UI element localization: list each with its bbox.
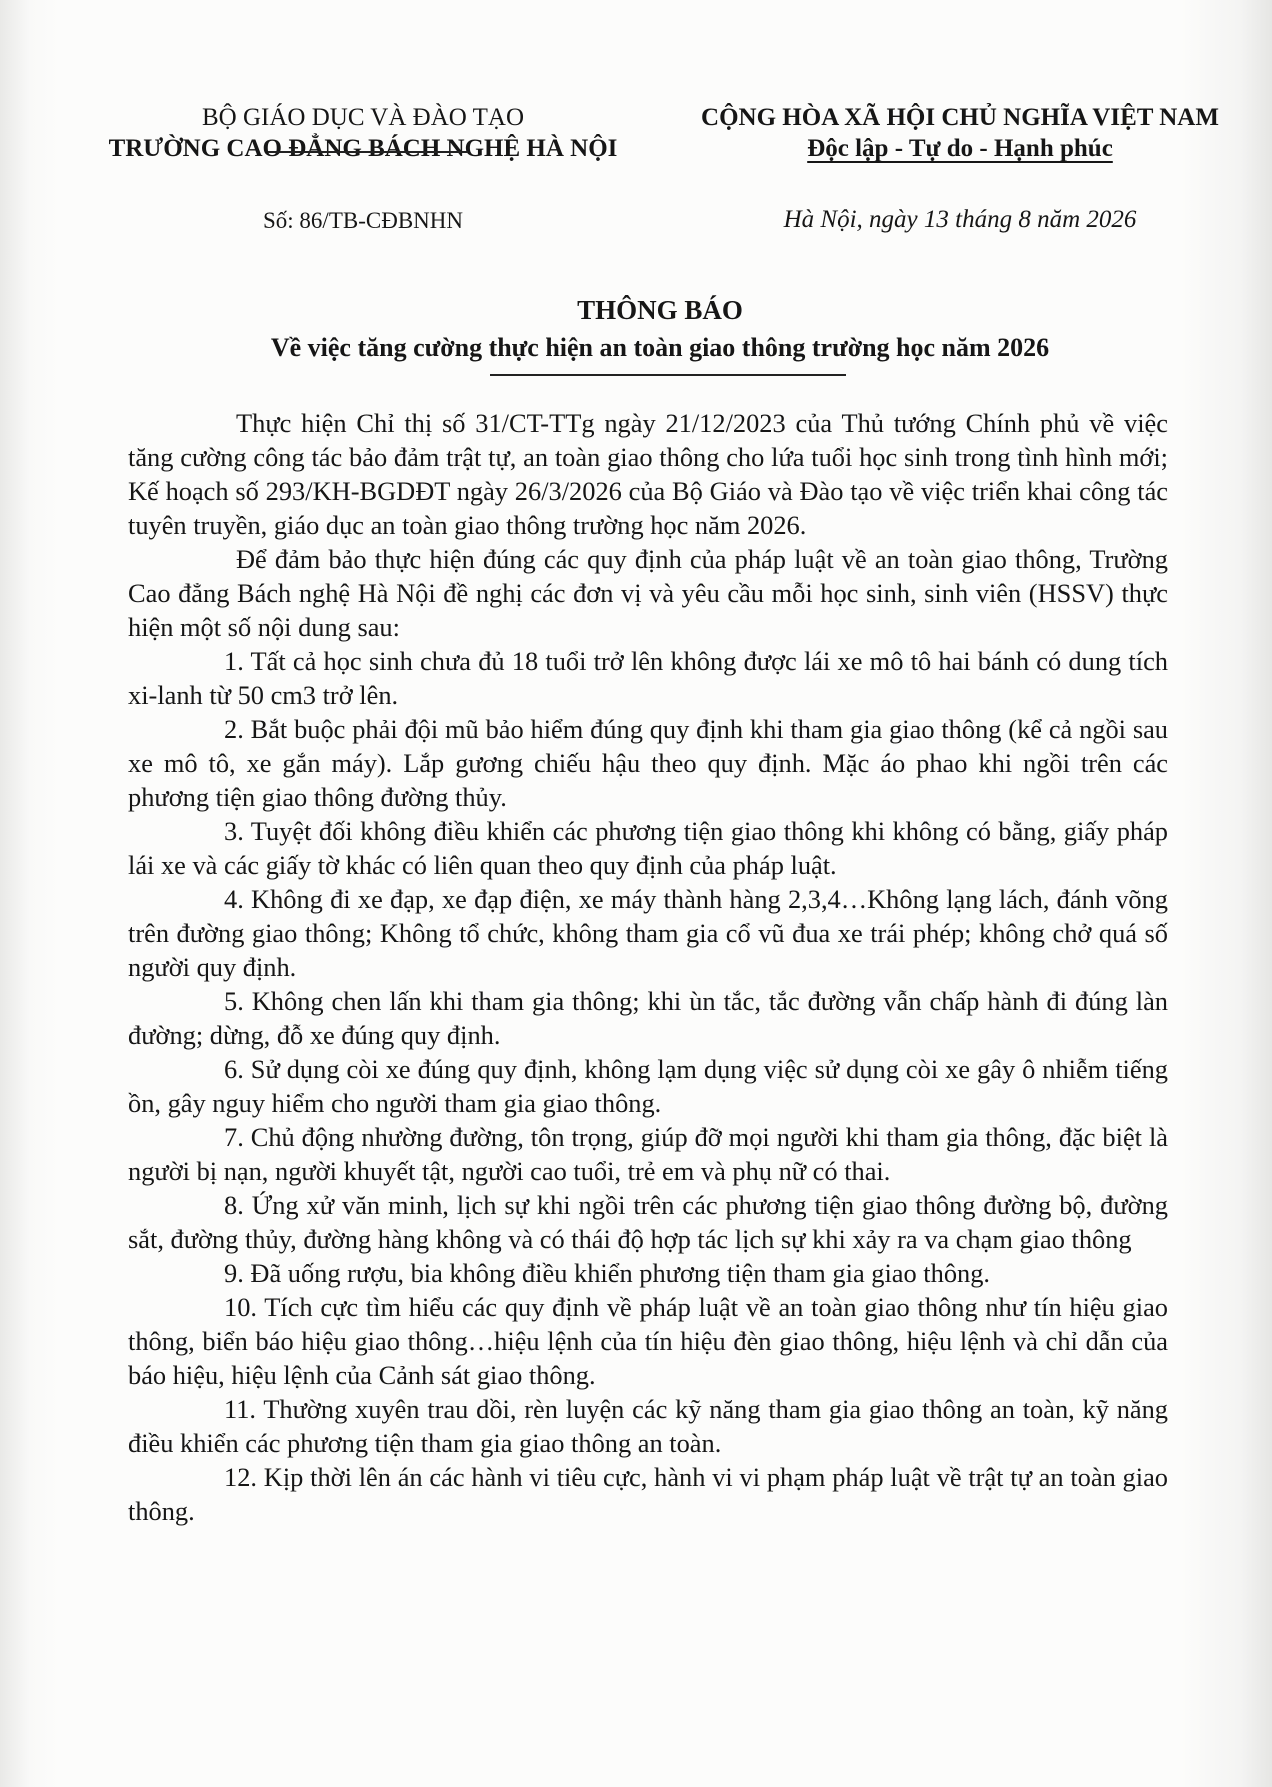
list-item: 10. Tích cực tìm hiểu các quy định về pháp luật về an toàn giao thông như tín hiệu giao thông, biển báo hiệu giao thông…hiệu lệnh của tín hiệu đèn giao thông, hiệu lệnh và chỉ dẫn của báo hiệu, hiệu lệnh của Cảnh sát giao thông. [128,1292,1168,1390]
notice-title: THÔNG BÁO [577,295,743,325]
list-item: 9. Đã uống rượu, bia không điều khiển phương tiện tham gia giao thông. [224,1258,991,1288]
list-item: 6. Sử dụng còi xe đúng quy định, không lạm dụng việc sử dụng còi xe gây ô nhiễm tiếng ồn, gây nguy hiểm cho người tham gia giao thông. [128,1054,1168,1118]
list-item: 1. Tất cả học sinh chưa đủ 18 tuổi trở lên không được lái xe mô tô hai bánh có dung tích xi-lanh từ 50 cm3 trở lên. [128,646,1168,710]
school-name-rule [268,151,468,153]
list-item: 8. Ứng xử văn minh, lịch sự khi ngồi trên các phương tiện giao thông đường bộ, đường sắt, đường thủy, đường hàng không và có thái độ hợp tác lịch sự khi xảy ra va chạm giao thông [128,1190,1168,1254]
list-item: 12. Kịp thời lên án các hành vi tiêu cực, hành vi vi phạm pháp luật về trật tự an toàn giao thông. [128,1462,1168,1526]
list-item: 7. Chủ động nhường đường, tôn trọng, giúp đỡ mọi người khi tham gia thông, đặc biệt là người bị nạn, người khuyết tật, người cao tuổi, trẻ em và phụ nữ có thai. [128,1122,1168,1186]
document-number: Số: 86/TB-CĐBNHN [263,208,463,233]
school-name: TRƯỜNG CAO ĐẲNG BÁCH NGHỆ HÀ NỘI [108,135,618,162]
notice-subtitle: Về việc tăng cường thực hiện an toàn giao thông trường học năm 2026 [270,333,1050,362]
list-item: 3. Tuyệt đối không điều khiển các phương tiện giao thông khi không có bằng, giấy pháp lái xe và các giấy tờ khác có liên quan theo quy định của pháp luật. [128,816,1168,880]
list-item: 2. Bắt buộc phải đội mũ bảo hiểm đúng quy định khi tham gia giao thông (kể cả ngồi sau xe mô tô, xe gắn máy). Lắp gương chiếu hậu theo quy định. Mặc áo phao khi ngồi trên các phương tiện giao thông đường thủy. [128,714,1168,812]
national-heading-block [700,102,1220,164]
list-item: 5. Không chen lấn khi tham gia thông; khi ùn tắc, tắc đường vẫn chấp hành đi đúng làn đường; dừng, đỗ xe đúng quy định. [128,986,1168,1050]
issuing-authority-block [108,102,618,164]
ministry-name: BỘ GIÁO DỤC VÀ ĐÀO TẠO [202,104,524,131]
place-and-date: Hà Nội, ngày 13 tháng 8 năm 2026 [783,206,1137,233]
intro-paragraph-1: Thực hiện Chỉ thị số 31/CT-TTg ngày 21/12/2023 của Thủ tướng Chính phủ về việc tăng cường công tác bảo đảm trật tự, an toàn giao thông cho lứa tuổi học sinh trong tình hình mới; Kế hoạch số 293/KH-BGDĐT ngày 26/3/2026 của Bộ Giáo và Đào tạo về việc triển khai công tác tuyên truyền, giáo dục an toàn giao thông trường học năm 2026. [128,408,1168,540]
subtitle-rule [490,374,846,376]
notice-body [128,406,1168,1528]
list-item: 4. Không đi xe đạp, xe đạp điện, xe máy thành hàng 2,3,4…Không lạng lách, đánh võng trên đường giao thông; Không tổ chức, không tham gia cổ vũ đua xe trái phép; không chở quá số người quy định. [128,884,1168,982]
intro-paragraph-2: Để đảm bảo thực hiện đúng các quy định của pháp luật về an toàn giao thông, Trường Cao đẳng Bách nghệ Hà Nội đề nghị các đơn vị và yêu cầu mỗi học sinh, sinh viên (HSSV) thực hiện một số nội dung sau: [128,544,1168,642]
country-name: CỘNG HÒA XÃ HỘI CHỦ NGHĨA VIỆT NAM [701,104,1219,131]
list-item: 11. Thường xuyên trau dồi, rèn luyện các kỹ năng tham gia giao thông an toàn, kỹ năng điều khiển các phương tiện tham gia giao thông an toàn. [128,1394,1168,1458]
national-motto: Độc lập - Tự do - Hạnh phúc [807,135,1113,162]
